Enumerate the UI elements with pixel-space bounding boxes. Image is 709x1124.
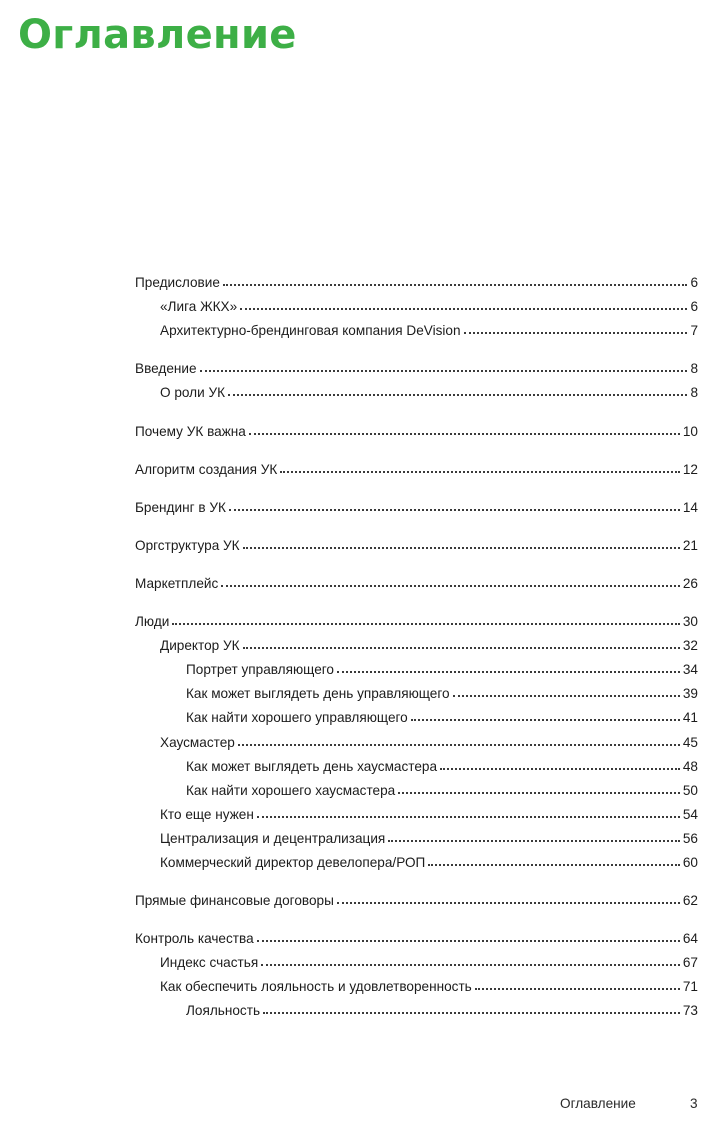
toc-entry-page: 10 [682, 423, 698, 439]
toc-entry[interactable] [135, 495, 698, 519]
dot-leader [221, 585, 680, 587]
toc-entry[interactable] [135, 318, 698, 342]
toc-entry-page: 6 [690, 299, 698, 315]
toc-entry-title: Архитектурно-брендинговая компания DeVision [160, 323, 461, 339]
toc-entry-title: Как обеспечить лояльность и удовлетворенность [160, 979, 472, 995]
footer-page-number: 3 [690, 1096, 698, 1111]
dot-leader [249, 433, 680, 435]
toc-entry[interactable] [135, 418, 698, 442]
toc-entry-page: 60 [682, 854, 698, 870]
dot-leader [440, 768, 680, 770]
toc-entry[interactable] [135, 802, 698, 826]
toc-entry[interactable] [135, 850, 698, 874]
toc-entry-page: 71 [682, 979, 698, 995]
toc-entry[interactable] [135, 657, 698, 681]
toc-entry-title: Люди [135, 614, 170, 630]
toc-entry-page: 7 [690, 323, 698, 339]
toc-entry[interactable] [135, 950, 698, 974]
toc-entry-page: 6 [690, 275, 698, 291]
dot-leader [257, 940, 680, 942]
toc-entry-page: 50 [682, 782, 698, 798]
toc-entry-page: 30 [682, 614, 698, 630]
dot-leader [337, 671, 680, 673]
toc-entry-title: Как может выглядеть день хаусмастера [186, 758, 438, 774]
toc-entry[interactable] [135, 533, 698, 557]
dot-leader [243, 647, 680, 649]
toc-entry[interactable] [135, 729, 698, 753]
dot-leader [223, 284, 688, 286]
dot-leader [240, 308, 687, 310]
dot-leader [411, 719, 680, 721]
toc-entry-page: 39 [682, 686, 698, 702]
toc-entry-page: 62 [682, 893, 698, 909]
toc-entry-title: «Лига ЖКХ» [160, 299, 238, 315]
toc-entry-title: Маркетплейс [135, 575, 219, 591]
toc-entry-page: 12 [682, 461, 698, 477]
toc-entry-page: 41 [682, 710, 698, 726]
footer-section-label: Оглавление [560, 1096, 636, 1111]
dot-leader [263, 1012, 680, 1014]
toc-entry[interactable] [135, 356, 698, 380]
toc-entry-page: 54 [682, 806, 698, 822]
toc-entry[interactable] [135, 270, 698, 294]
toc-entry-title: Алгоритм создания УК [135, 461, 278, 477]
toc-entry-page: 56 [682, 830, 698, 846]
table-of-contents [135, 270, 698, 1022]
toc-entry[interactable] [135, 926, 698, 950]
toc-entry[interactable] [135, 778, 698, 802]
toc-entry-page: 64 [682, 931, 698, 947]
toc-entry-page: 8 [690, 385, 698, 401]
toc-entry[interactable] [135, 681, 698, 705]
dot-leader [261, 964, 680, 966]
toc-entry-page: 48 [682, 758, 698, 774]
dot-leader [337, 902, 680, 904]
dot-leader [428, 864, 680, 866]
toc-entry-title: Коммерческий директор девелопера/РОП [160, 854, 426, 870]
dot-leader [464, 332, 688, 334]
toc-entry-title: Портрет управляющего [186, 662, 334, 678]
toc-entry-title: Как может выглядеть день управляющего [186, 686, 450, 702]
dot-leader [238, 744, 680, 746]
toc-entry-page: 45 [682, 734, 698, 750]
toc-entry-title: Как найти хорошего хаусмастера [186, 782, 396, 798]
dot-leader [475, 988, 680, 990]
dot-leader [257, 816, 680, 818]
toc-entry[interactable] [135, 754, 698, 778]
toc-entry-title: Централизация и децентрализация [160, 830, 386, 846]
dot-leader [453, 695, 680, 697]
toc-entry-title: Предисловие [135, 275, 220, 291]
toc-entry[interactable] [135, 609, 698, 633]
toc-entry-page: 14 [682, 499, 698, 515]
toc-entry[interactable] [135, 705, 698, 729]
toc-entry-page: 26 [682, 575, 698, 591]
dot-leader [280, 471, 680, 473]
toc-entry-title: О роли УК [160, 385, 226, 401]
toc-entry-title: Как найти хорошего управляющего [186, 710, 408, 726]
toc-entry-page: 32 [682, 638, 698, 654]
toc-entry-title: Брендинг в УК [135, 499, 226, 515]
toc-entry[interactable] [135, 380, 698, 404]
toc-entry-title: Прямые финансовые договоры [135, 893, 334, 909]
dot-leader [398, 792, 680, 794]
toc-entry-title: Оргструктура УК [135, 537, 240, 553]
dot-leader [200, 370, 688, 372]
toc-entry-page: 34 [682, 662, 698, 678]
dot-leader [228, 394, 687, 396]
dot-leader [172, 623, 680, 625]
toc-entry[interactable] [135, 974, 698, 998]
toc-entry-page: 67 [682, 955, 698, 971]
toc-entry[interactable] [135, 888, 698, 912]
toc-entry-title: Кто еще нужен [160, 806, 254, 822]
toc-entry-title: Почему УК важна [135, 423, 246, 439]
toc-entry[interactable] [135, 998, 698, 1022]
toc-entry-title: Хаусмастер [160, 734, 235, 750]
toc-entry-page: 73 [682, 1003, 698, 1019]
toc-entry-title: Введение [135, 361, 197, 377]
toc-entry[interactable] [135, 826, 698, 850]
dot-leader [388, 840, 680, 842]
dot-leader [243, 547, 680, 549]
toc-entry-title: Индекс счастья [160, 955, 259, 971]
toc-entry[interactable] [135, 633, 698, 657]
page-title: Оглавление [18, 12, 297, 58]
dot-leader [229, 509, 680, 511]
toc-entry-page: 8 [690, 361, 698, 377]
toc-entry-page: 21 [682, 537, 698, 553]
toc-entry[interactable] [135, 457, 698, 481]
toc-entry-title: Директор УК [160, 638, 240, 654]
toc-entry-title: Лояльность [186, 1003, 261, 1019]
toc-entry[interactable] [135, 571, 698, 595]
toc-entry-title: Контроль качества [135, 931, 254, 947]
toc-entry[interactable] [135, 294, 698, 318]
